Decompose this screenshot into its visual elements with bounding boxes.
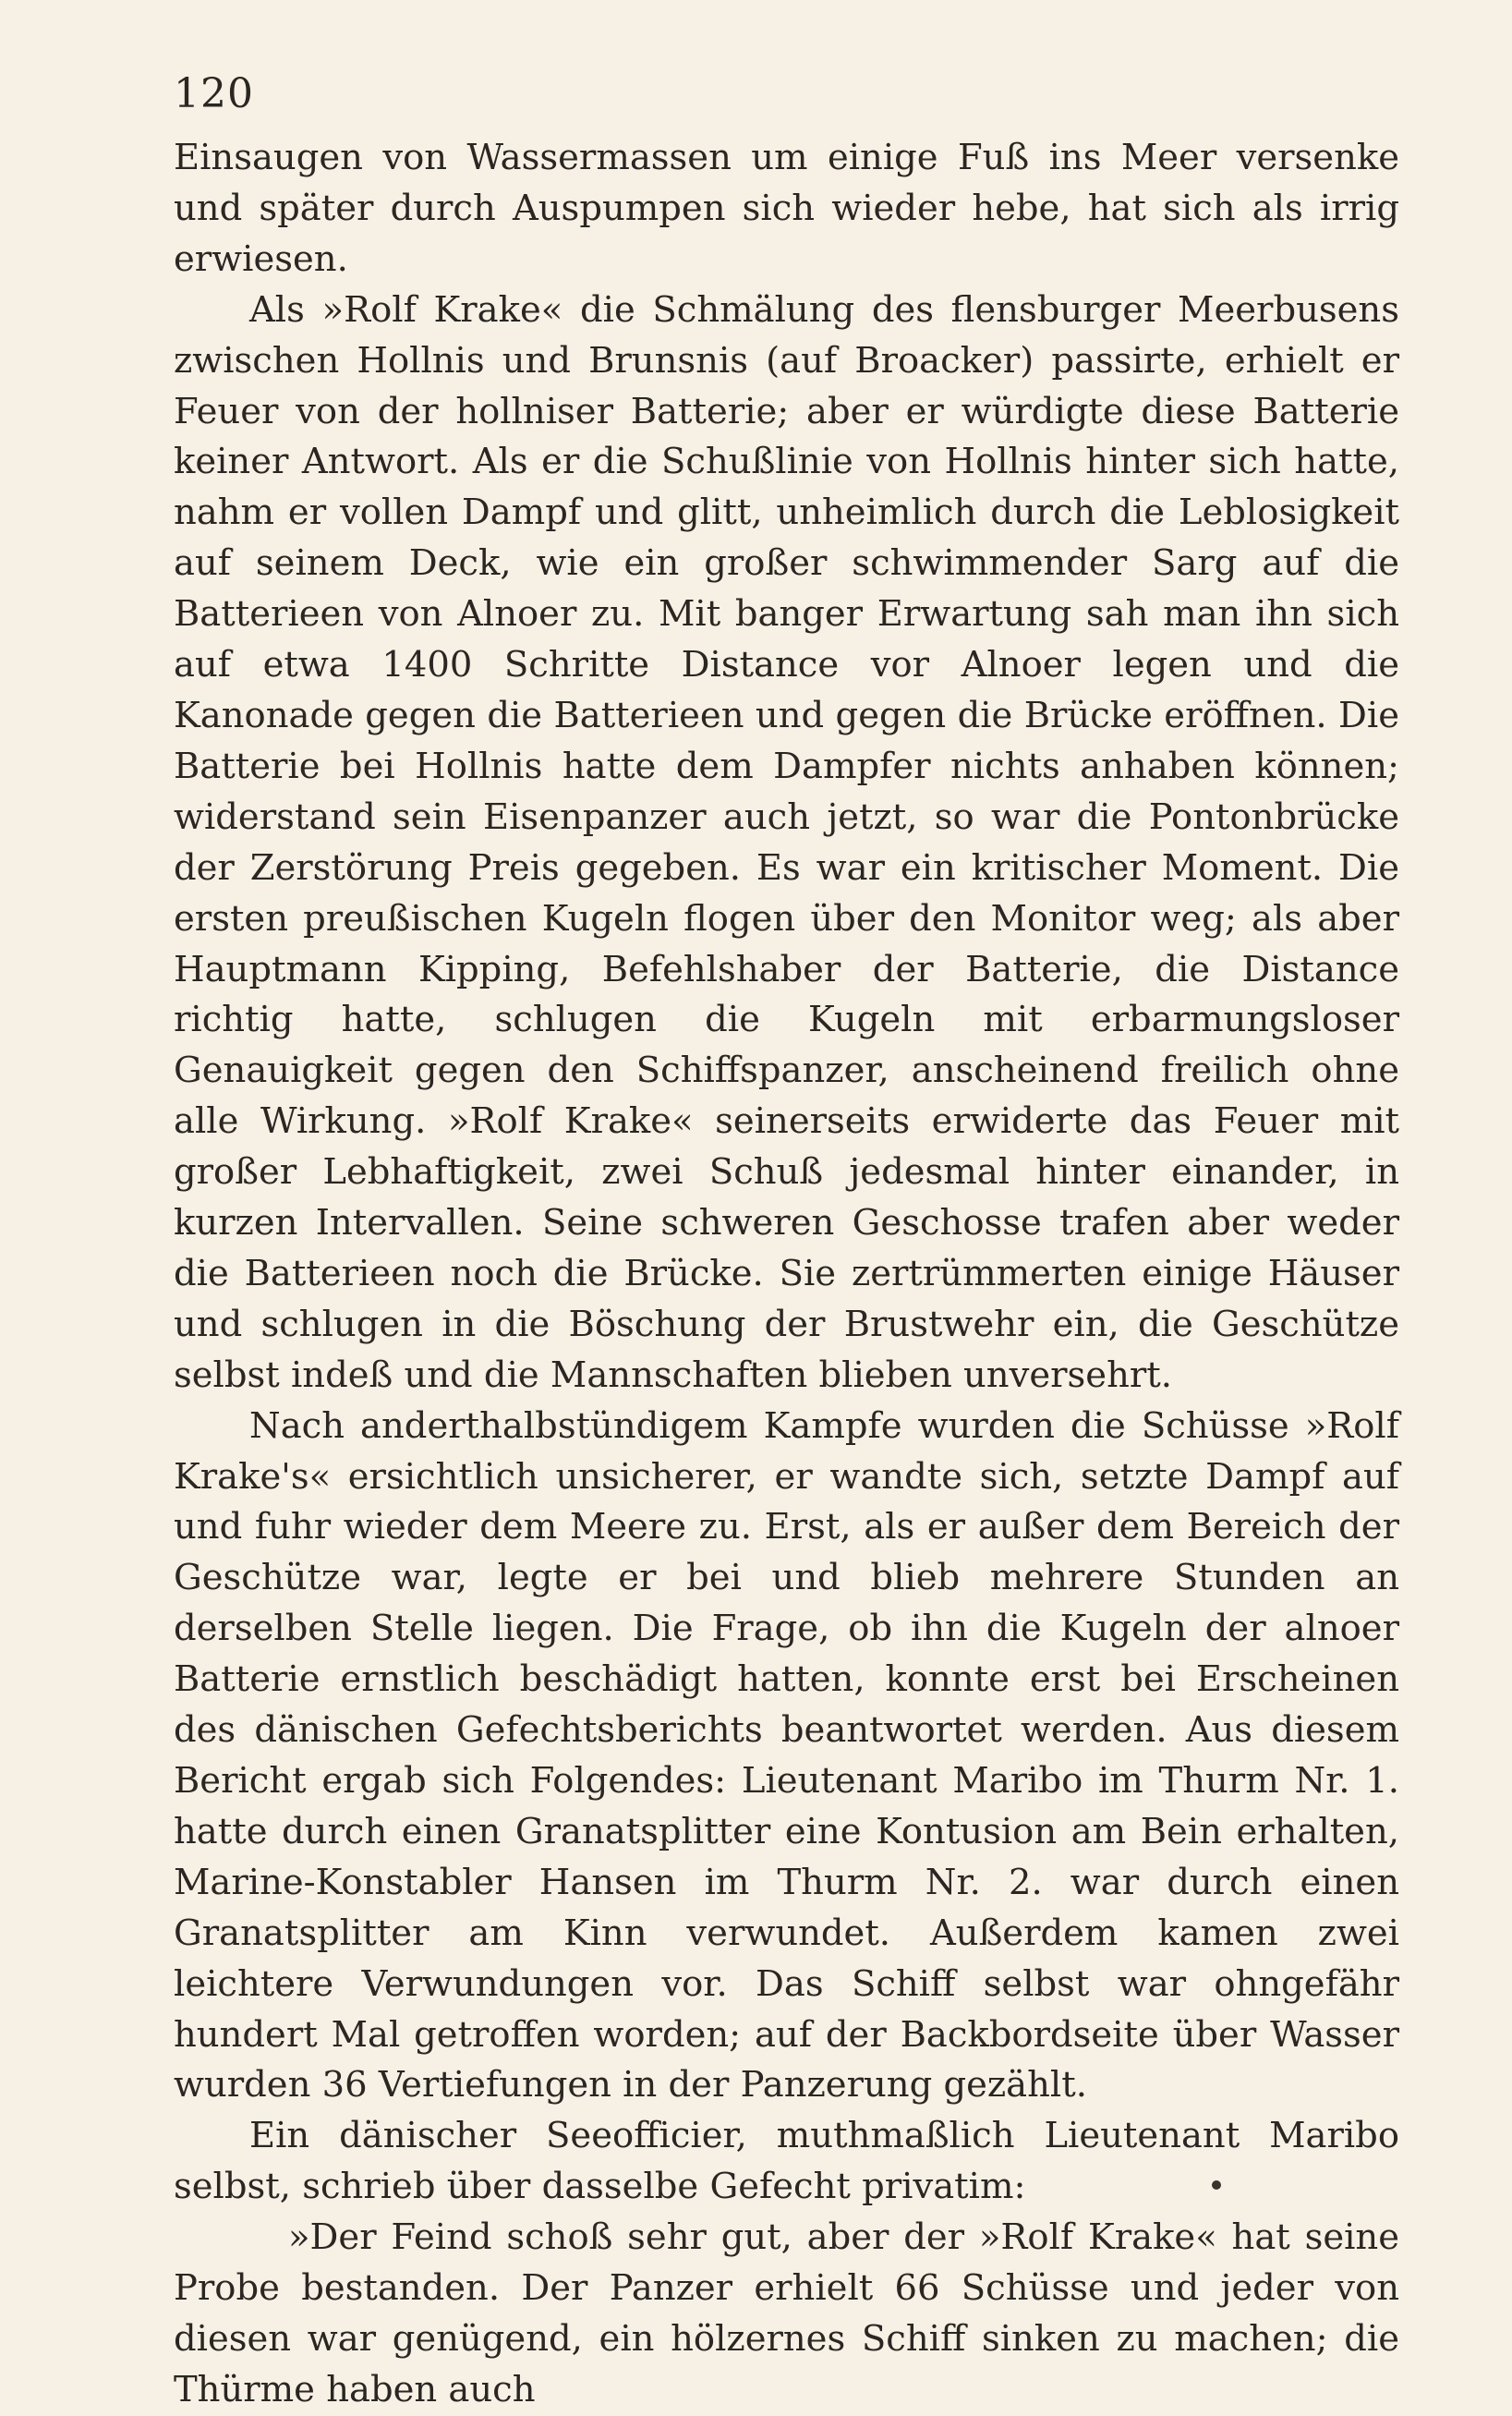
paragraph: Als »Rolf Krake« die Schmälung des flensburger Meerbusens zwischen Hollnis und Brunsnis (auf Broacker) passirte, erhielt er Feuer von der hollniser Batterie; aber er würdigte diese Batterie keiner Antwort. Als er die Schußlinie von Hollnis hinter sich hatte, nahm er vollen Dampf und glitt, unheimlich durch die Leblosigkeit auf seinem Deck, wie ein großer schwimmender Sarg auf die Batterieen von Alnoer zu. Mit banger Erwartung sah man ihn sich auf etwa 1400 Schritte Distance vor Alnoer legen und die Kanonade gegen die Batterieen und gegen die Brücke eröffnen. Die Batterie bei Hollnis hatte dem Dampfer nichts anhaben können; widerstand sein Eisenpanzer auch jetzt, so war die Pontonbrücke der Zerstörung Preis gegeben. Es war ein kritischer Moment. Die ersten preußischen Kugeln flogen über den Monitor weg; als aber Hauptmann Kipping, Befehlshaber der Batterie, die Distance richtig hatte, schlugen die Kugeln mit erbarmungsloser Genauigkeit gegen den Schiffspanzer, anscheinend freilich ohne alle Wirkung. »Rolf Krake« seinerseits erwiderte das Feuer mit großer Lebhaftigkeit, zwei Schuß jedesmal hinter einander, in kurzen Intervallen. Seine schweren Geschosse trafen aber weder die Batterieen noch die Brücke. Sie zertrümmerten einige Häuser und schlugen in die Böschung der Brustwehr ein, die Geschütze selbst indeß und die Mannschaften blieben unversehrt. [174, 288, 1399, 1396]
page-number: 120 [174, 70, 254, 117]
paragraph: Einsaugen von Wassermassen um einige Fuß ins Meer versenke und später durch Auspumpen sich wieder hebe, hat sich als irrig erwiesen. [174, 137, 1399, 280]
paragraph: Ein dänischer Seeofficier, muthmaßlich Lieutenant Maribo selbst, schrieb über dasselbe Gefecht privatim: [174, 2115, 1399, 2208]
paragraph: Nach anderthalbstündigem Kampfe wurden die Schüsse »Rolf Krake's« ersichtlich unsicherer, er wandte sich, setzte Dampf auf und fuhr wieder dem Meere zu. Erst, als er außer dem Bereich der Geschütze war, legte er bei und blieb mehrere Stunden an derselben Stelle liegen. Die Frage, ob ihn die Kugeln der alnoer Batterie ernstlich beschädigt hatten, konnte erst bei Erscheinen des dänischen Gefechtsberichts beantwortet werden. Aus diesem Bericht ergab sich Folgendes: Lieutenant Maribo im Thurm Nr. 1. hatte durch einen Granatsplitter eine Kontusion am Bein erhalten, Marine-Konstabler Hansen im Thurm Nr. 2. war durch einen Granatsplitter am Kinn verwundet. Außerdem kamen zwei leichtere Verwundungen vor. Das Schiff selbst war ohngefähr hundert Mal getroffen worden; auf der Backbordseite über Wasser wurden 36 Vertiefungen in der Panzerung gezählt. [174, 1404, 1399, 2106]
page-body [174, 133, 1399, 2416]
ink-dot [1212, 2180, 1221, 2190]
quotation-paragraph: »Der Feind schoß sehr gut, aber der »Rolf Krake« hat seine Probe bestanden. Der Panzer erhielt 66 Schüsse und jeder von diesen war genügend, ein hölzernes Schiff sinken zu machen; die Thürme haben auch [174, 2216, 1399, 2410]
